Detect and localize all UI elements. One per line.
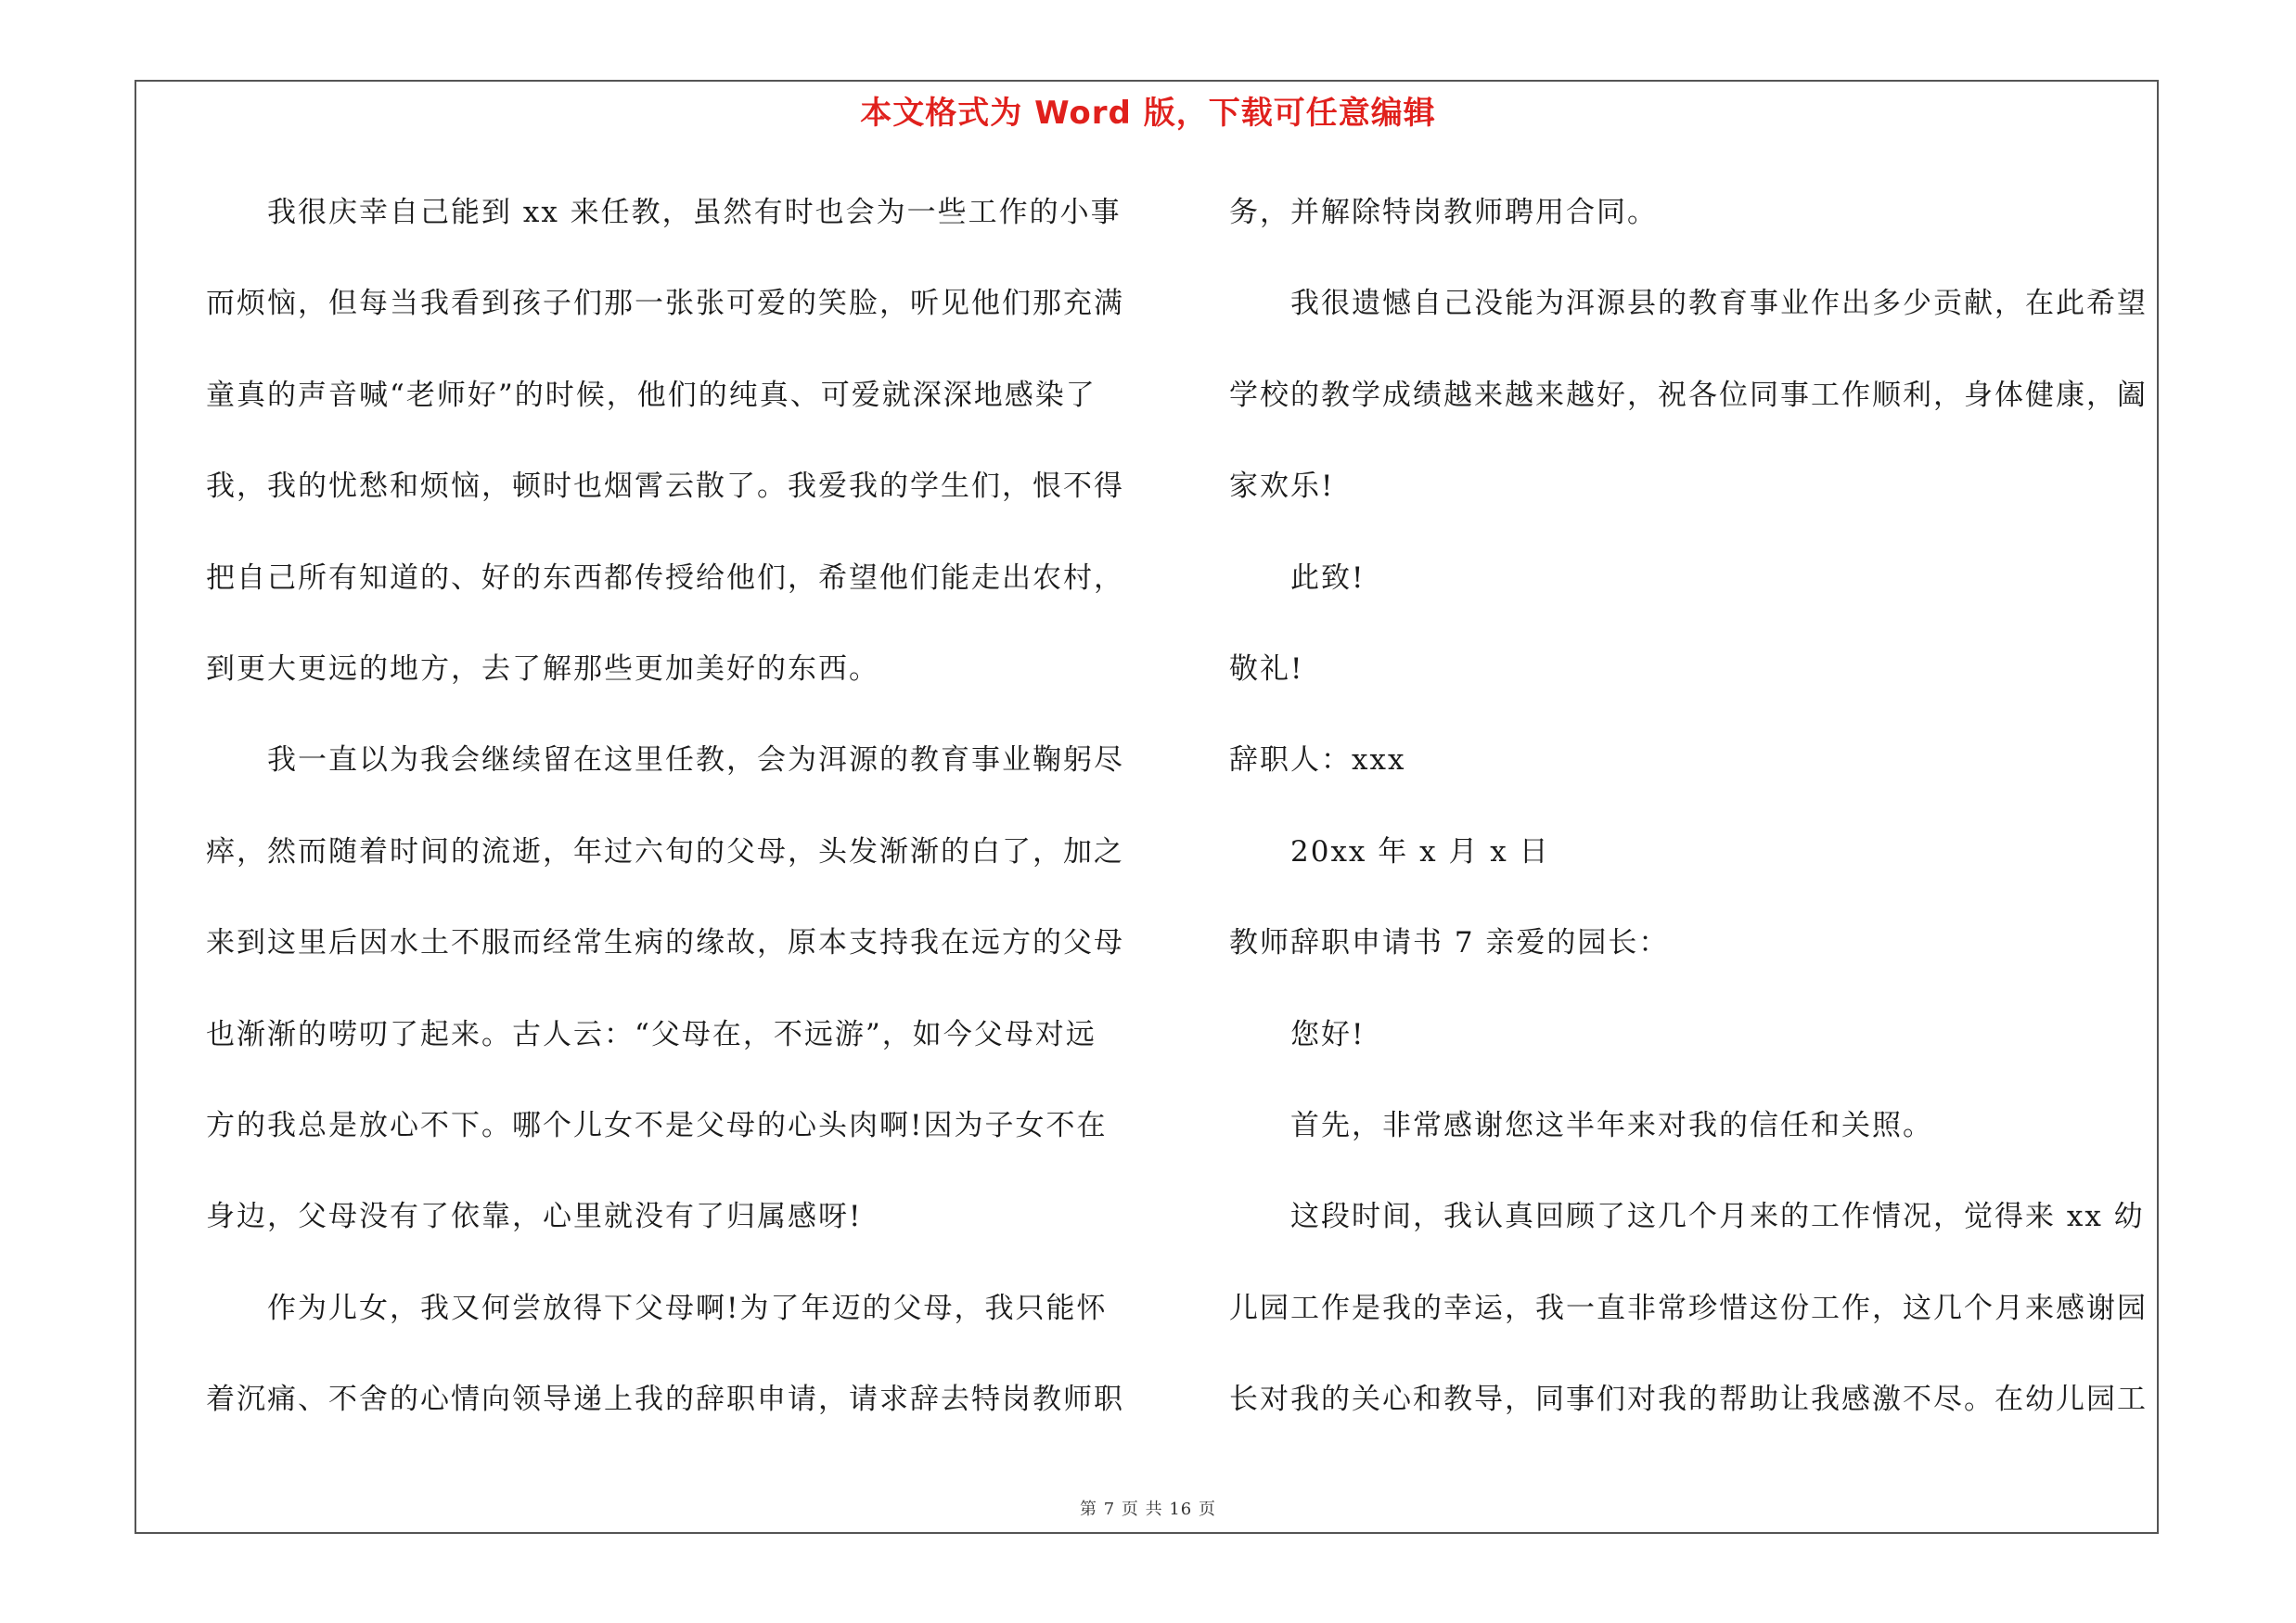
- greeting: 您好!: [1290, 1017, 1366, 1051]
- text-line: 我，我的忧愁和烦恼，顿时也烟霄云散了。我爱我的学生们，恨不得: [206, 470, 1124, 504]
- salutation: 敬礼!: [1229, 651, 1304, 686]
- text-line: 而烦恼，但每当我看到孩子们那一张张可爱的笑脸，听见他们那充满: [206, 287, 1124, 321]
- text-line: 我一直以为我会继续留在这里任教，会为洱源的教育事业鞠躬尽: [267, 743, 1124, 778]
- word-format-banner: 本文格式为 Word 版，下载可任意编辑: [860, 95, 1436, 132]
- text-line: 童真的声音喊“老师好”的时候，他们的纯真、可爱就深深地感染了: [206, 378, 1097, 412]
- text-line: 儿园工作是我的幸运，我一直非常珍惜这份工作，这几个月来感谢园: [1229, 1291, 2148, 1325]
- text-line: 着沉痛、不舍的心情向领导递上我的辞职申请，请求辞去特岗教师职: [206, 1383, 1124, 1417]
- text-line: 我很庆幸自己能到 xx 来任教，虽然有时也会为一些工作的小事: [267, 196, 1122, 229]
- text-line: 到更大更远的地方，去了解那些更加美好的东西。: [206, 651, 879, 686]
- text-line: 家欢乐!: [1229, 470, 1335, 504]
- text-line: 学校的教学成绩越来越来越好，祝各位同事工作顺利，身体健康，阖: [1229, 378, 2148, 412]
- text-line: 作为儿女，我又何尝放得下父母啊!为了年迈的父母，我只能怀: [267, 1291, 1108, 1325]
- resigner-signature: 辞职人：xxx: [1229, 743, 1406, 778]
- text-line: 我很遗憾自己没能为洱源县的教育事业作出多少贡献，在此希望: [1290, 287, 2148, 321]
- text-line: 首先，非常感谢您这半年来对我的信任和关照。: [1290, 1108, 1933, 1142]
- left-text-column: [206, 186, 1143, 1463]
- text-line: 这段时间，我认真回顾了这几个月来的工作情况，觉得来 xx 幼: [1290, 1200, 2145, 1234]
- section-heading: 教师辞职申请书 7 亲爱的园长：: [1229, 926, 1670, 960]
- text-line: 也渐渐的唠叨了起来。古人云：“父母在，不远游”，如今父母对远: [206, 1017, 1097, 1051]
- text-line: 方的我总是放心不下。哪个儿女不是父母的心头肉啊!因为子女不在: [206, 1108, 1108, 1142]
- text-line: 来到这里后因水土不服而经常生病的缘故，原本支持我在远方的父母: [206, 926, 1124, 960]
- closing-phrase: 此致!: [1290, 560, 1366, 595]
- text-line: 务，并解除特岗教师聘用合同。: [1229, 196, 1658, 229]
- text-line: 身边，父母没有了依靠，心里就没有了归属感呀!: [206, 1200, 863, 1234]
- text-line: 把自己所有知道的、好的东西都传授给他们，希望他们能走出农村，: [206, 560, 1124, 595]
- text-line: 瘁，然而随着时间的流逝，年过六旬的父母，头发渐渐的白了，加之: [206, 834, 1124, 869]
- page-number-footer: 第 7 页 共 16 页: [1080, 1500, 1216, 1519]
- right-text-column: [1229, 186, 2157, 1463]
- letter-date: 20xx 年 x 月 x 日: [1290, 834, 1550, 869]
- text-line: 长对我的关心和教导，同事们对我的帮助让我感激不尽。在幼儿园工: [1229, 1383, 2148, 1417]
